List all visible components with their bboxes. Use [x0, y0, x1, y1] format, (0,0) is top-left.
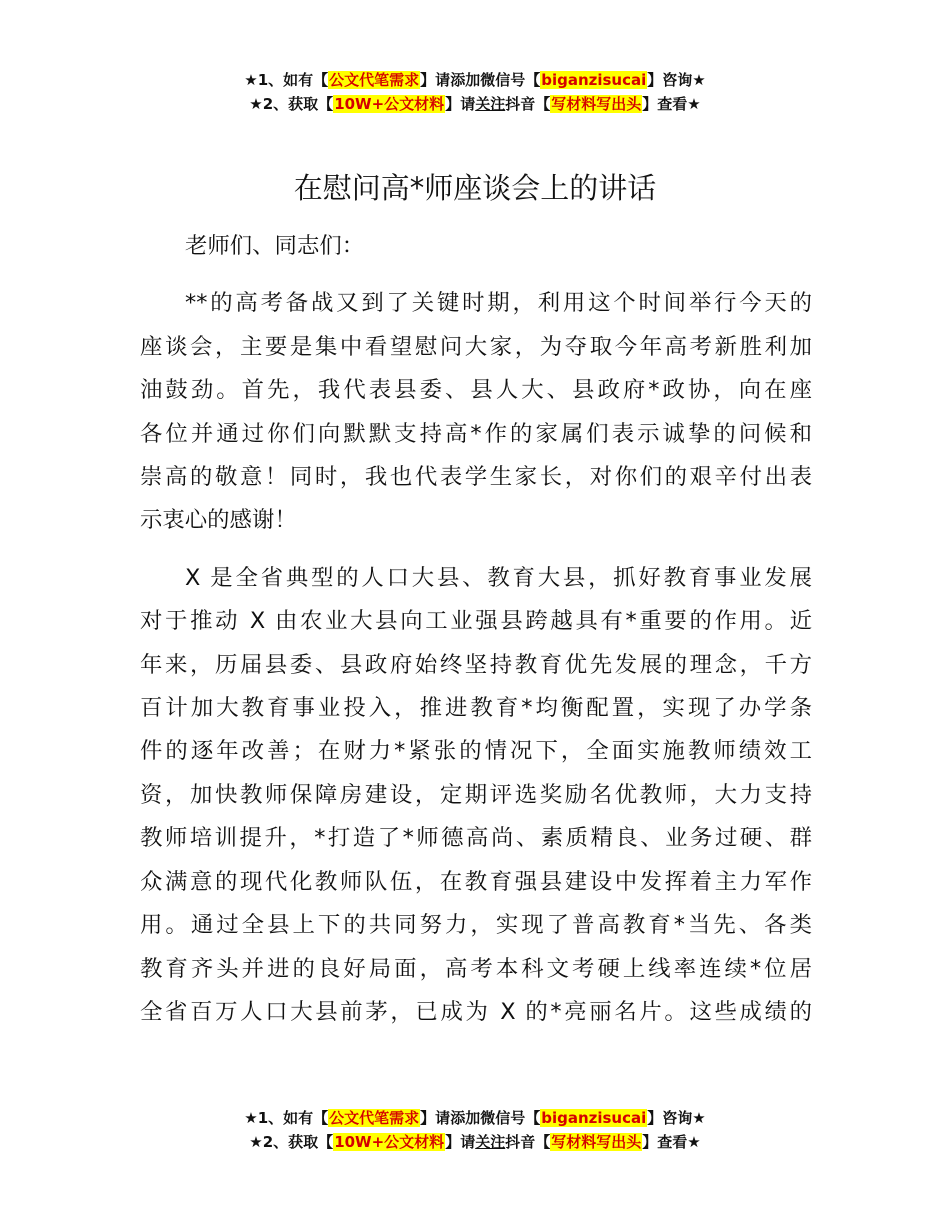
- banner-highlight: 10W+公文材料: [334, 95, 445, 113]
- paragraph-line: 对于推动 X 由农业大县向工业强县跨越具有*重要的作用。近: [140, 608, 812, 635]
- banner-text: 】请: [445, 1133, 476, 1151]
- paragraph-line: 各位并通过你们向默默支持高*作的家属们表示诚挚的问候和: [140, 420, 812, 447]
- footer-banner: [0, 1106, 950, 1154]
- document-body: [140, 225, 812, 1034]
- banner-text: ★1、如有【: [244, 1109, 329, 1127]
- banner-text: 】请: [420, 71, 451, 89]
- banner-wechat-id: biganzisucai: [541, 1109, 647, 1127]
- paragraph-line: 年来，历届县委、县政府始终坚持教育优先发展的理念，千方: [140, 651, 812, 678]
- banner-account-name: 写材料写出头: [551, 95, 642, 113]
- paragraph-line: 教师培训提升，*打造了*师德高尚、素质精良、业务过硬、群: [140, 825, 812, 852]
- banner-line-2: [0, 1130, 950, 1154]
- banner-line-1: [0, 68, 950, 92]
- banner-text: 】请: [445, 95, 476, 113]
- paragraph-line: 座谈会，主要是集中看望慰问大家，为夺取今年高考新胜利加: [140, 333, 812, 360]
- banner-text: 】咨询★: [647, 71, 706, 89]
- paragraph-line: X 是全省典型的人口大县、教育大县，抓好教育事业发展: [185, 564, 812, 591]
- salutation: [140, 225, 812, 268]
- paragraph-line: 全省百万人口大县前茅，已成为 X 的*亮丽名片。这些成绩的: [140, 998, 812, 1025]
- banner-text: 】咨询★: [647, 1109, 706, 1127]
- banner-emphasis: 关注: [475, 1133, 506, 1151]
- paragraph-line: 油鼓劲。首先，我代表县委、县人大、县政府*政协，向在座: [140, 377, 812, 404]
- banner-highlight: 公文代笔需求: [329, 1109, 420, 1127]
- banner-emphasis: 关注: [475, 95, 506, 113]
- salutation-text: 老师们、同志们：: [185, 233, 365, 259]
- banner-text: ★2、获取【: [249, 95, 334, 113]
- paragraph-line: **的高考备战又到了关键时期，利用这个时间举行今天的: [185, 290, 812, 317]
- banner-text: 】请: [420, 1109, 451, 1127]
- paragraph-line: 用。通过全县上下的共同努力，实现了普高教育*当先、各类: [140, 912, 812, 939]
- paragraph-2: [140, 557, 812, 1034]
- banner-emphasis: 添加: [450, 1109, 481, 1127]
- banner-line-2: [0, 92, 950, 116]
- banner-text: 】查看★: [642, 1133, 701, 1151]
- banner-wechat-id: biganzisucai: [541, 71, 647, 89]
- banner-emphasis: 添加: [450, 71, 481, 89]
- banner-text: 微信号【: [480, 1109, 541, 1127]
- banner-line-1: [0, 1106, 950, 1130]
- banner-highlight: 公文代笔需求: [329, 71, 420, 89]
- paragraph-line: 教育齐头并进的良好局面，高考本科文考硬上线率连续*位居: [140, 955, 812, 982]
- banner-highlight: 10W+公文材料: [334, 1133, 445, 1151]
- banner-text: 抖音【: [505, 1133, 551, 1151]
- paragraph-line: 众满意的现代化教师队伍，在教育强县建设中发挥着主力军作: [140, 868, 812, 895]
- banner-text: ★2、获取【: [249, 1133, 334, 1151]
- banner-text: ★1、如有【: [244, 71, 329, 89]
- paragraph-line: 百计加大教育事业投入，推进教育*均衡配置，实现了办学条: [140, 695, 812, 722]
- banner-text: 微信号【: [480, 71, 541, 89]
- paragraph-line: 崇高的敬意！同时，我也代表学生家长，对你们的艰辛付出表: [140, 464, 812, 491]
- paragraph-line: 件的逐年改善；在财力*紧张的情况下，全面实施教师绩效工: [140, 738, 812, 765]
- paragraph-line: 资，加快教师保障房建设，定期评选奖励名优教师，大力支持: [140, 781, 812, 808]
- header-banner: [0, 68, 950, 116]
- paragraph-line: 示衷心的感谢！: [140, 507, 297, 534]
- banner-text: 】查看★: [642, 95, 701, 113]
- paragraph-1: [140, 282, 812, 542]
- document-title: 在慰问高*师座谈会上的讲话: [293, 171, 657, 205]
- banner-text: 抖音【: [505, 95, 551, 113]
- banner-account-name: 写材料写出头: [551, 1133, 642, 1151]
